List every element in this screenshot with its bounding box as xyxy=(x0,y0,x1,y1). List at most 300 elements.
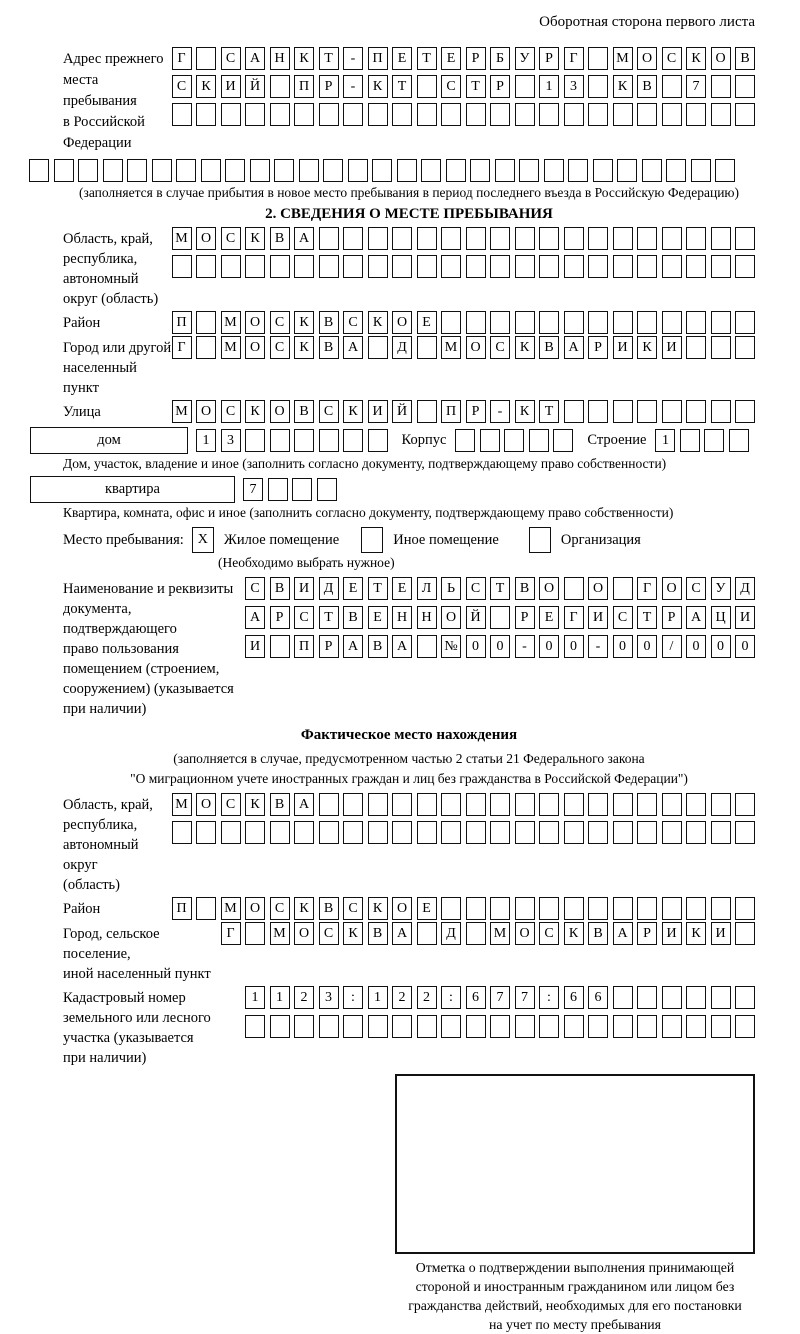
char-box[interactable]: Р xyxy=(319,635,339,658)
char-box[interactable]: И xyxy=(735,606,755,629)
char-box[interactable]: А xyxy=(294,793,314,816)
char-box[interactable] xyxy=(495,159,515,182)
char-box[interactable] xyxy=(613,986,633,1009)
char-box[interactable] xyxy=(637,793,657,816)
char-box[interactable]: О xyxy=(466,336,486,359)
char-box[interactable] xyxy=(54,159,74,182)
char-box[interactable] xyxy=(221,103,241,126)
char-box[interactable]: К xyxy=(368,897,388,920)
char-box[interactable]: К xyxy=(245,793,265,816)
char-box[interactable]: К xyxy=(343,400,363,423)
char-box[interactable] xyxy=(172,255,192,278)
char-box[interactable] xyxy=(196,47,216,70)
char-box[interactable]: П xyxy=(172,311,192,334)
char-box[interactable] xyxy=(490,227,510,250)
char-box[interactable] xyxy=(686,986,706,1009)
char-box[interactable]: М xyxy=(613,47,633,70)
char-box[interactable]: А xyxy=(343,336,363,359)
char-box[interactable] xyxy=(172,103,192,126)
char-box[interactable]: 6 xyxy=(588,986,608,1009)
char-box[interactable] xyxy=(323,159,343,182)
char-box[interactable] xyxy=(711,75,731,98)
char-box[interactable] xyxy=(368,1015,388,1038)
char-box[interactable]: 0 xyxy=(637,635,657,658)
char-box[interactable] xyxy=(441,255,461,278)
char-box[interactable] xyxy=(417,1015,437,1038)
char-box[interactable]: О xyxy=(711,47,731,70)
char-box[interactable] xyxy=(544,159,564,182)
char-box[interactable]: Е xyxy=(343,577,363,600)
char-box[interactable] xyxy=(711,1015,731,1038)
char-box[interactable] xyxy=(466,1015,486,1038)
char-box[interactable]: С xyxy=(613,606,633,629)
char-box[interactable] xyxy=(317,478,337,501)
char-box[interactable]: Р xyxy=(270,606,290,629)
char-box[interactable]: 1 xyxy=(539,75,559,98)
char-box[interactable] xyxy=(421,159,441,182)
char-box[interactable] xyxy=(441,793,461,816)
char-box[interactable] xyxy=(735,336,755,359)
char-box[interactable]: Т xyxy=(368,577,388,600)
char-box[interactable] xyxy=(466,103,486,126)
char-box[interactable] xyxy=(735,311,755,334)
char-box[interactable]: С xyxy=(343,311,363,334)
char-box[interactable]: В xyxy=(270,793,290,816)
char-box[interactable] xyxy=(504,429,524,452)
char-box[interactable]: К xyxy=(196,75,216,98)
char-box[interactable]: Н xyxy=(270,47,290,70)
char-box[interactable] xyxy=(711,255,731,278)
char-box[interactable] xyxy=(343,429,363,452)
char-box[interactable]: И xyxy=(711,922,731,945)
char-box[interactable]: О xyxy=(245,336,265,359)
char-box[interactable] xyxy=(294,429,314,452)
char-box[interactable]: В xyxy=(539,336,559,359)
char-box[interactable] xyxy=(662,103,682,126)
char-box[interactable] xyxy=(196,897,216,920)
char-box[interactable] xyxy=(392,227,412,250)
char-box[interactable] xyxy=(515,227,535,250)
char-box[interactable]: 0 xyxy=(711,635,731,658)
char-box[interactable]: 7 xyxy=(515,986,535,1009)
char-box[interactable] xyxy=(613,255,633,278)
char-box[interactable]: Т xyxy=(319,606,339,629)
char-box[interactable]: Л xyxy=(417,577,437,600)
char-box[interactable]: В xyxy=(368,635,388,658)
char-box[interactable]: 1 xyxy=(655,429,675,452)
char-box[interactable] xyxy=(588,75,608,98)
char-box[interactable] xyxy=(196,311,216,334)
char-box[interactable] xyxy=(201,159,221,182)
char-box[interactable]: Е xyxy=(417,311,437,334)
char-box[interactable] xyxy=(368,429,388,452)
char-box[interactable] xyxy=(515,255,535,278)
char-box[interactable]: В xyxy=(637,75,657,98)
char-box[interactable] xyxy=(711,336,731,359)
char-box[interactable] xyxy=(539,103,559,126)
char-box[interactable] xyxy=(735,821,755,844)
char-box[interactable] xyxy=(270,255,290,278)
char-box[interactable]: Т xyxy=(319,47,339,70)
char-box[interactable] xyxy=(270,821,290,844)
char-box[interactable]: П xyxy=(172,897,192,920)
char-box[interactable] xyxy=(245,1015,265,1038)
char-box[interactable] xyxy=(417,227,437,250)
char-box[interactable] xyxy=(417,255,437,278)
char-box[interactable] xyxy=(319,821,339,844)
char-box[interactable]: К xyxy=(686,47,706,70)
char-box[interactable] xyxy=(588,400,608,423)
char-box[interactable] xyxy=(711,227,731,250)
char-box[interactable] xyxy=(172,821,192,844)
char-box[interactable]: Г xyxy=(172,336,192,359)
char-box[interactable] xyxy=(319,429,339,452)
char-box[interactable]: М xyxy=(441,336,461,359)
char-box[interactable]: : xyxy=(539,986,559,1009)
char-box[interactable] xyxy=(588,227,608,250)
char-box[interactable]: М xyxy=(221,897,241,920)
char-box[interactable]: А xyxy=(343,635,363,658)
char-box[interactable]: М xyxy=(221,311,241,334)
char-box[interactable] xyxy=(539,255,559,278)
char-box[interactable] xyxy=(637,311,657,334)
char-box[interactable]: Е xyxy=(368,606,388,629)
char-box[interactable]: Ц xyxy=(711,606,731,629)
char-box[interactable]: К xyxy=(686,922,706,945)
char-box[interactable] xyxy=(368,821,388,844)
char-box[interactable]: М xyxy=(221,336,241,359)
char-box[interactable] xyxy=(441,897,461,920)
char-box[interactable] xyxy=(613,1015,633,1038)
char-box[interactable]: С xyxy=(270,311,290,334)
char-box[interactable]: В xyxy=(368,922,388,945)
char-box[interactable] xyxy=(539,793,559,816)
char-box[interactable]: В xyxy=(319,336,339,359)
char-box[interactable] xyxy=(662,255,682,278)
char-box[interactable]: 3 xyxy=(221,429,241,452)
char-box[interactable] xyxy=(294,255,314,278)
char-box[interactable]: - xyxy=(515,635,535,658)
char-box[interactable]: - xyxy=(343,47,363,70)
char-box[interactable] xyxy=(221,821,241,844)
char-box[interactable]: М xyxy=(270,922,290,945)
char-box[interactable]: И xyxy=(245,635,265,658)
char-box[interactable] xyxy=(662,75,682,98)
char-box[interactable]: П xyxy=(441,400,461,423)
char-box[interactable]: П xyxy=(294,635,314,658)
char-box[interactable]: А xyxy=(613,922,633,945)
char-box[interactable]: К xyxy=(245,227,265,250)
char-box[interactable]: Й xyxy=(466,606,486,629)
char-box[interactable]: У xyxy=(515,47,535,70)
char-box[interactable] xyxy=(319,1015,339,1038)
char-box[interactable] xyxy=(637,400,657,423)
char-box[interactable] xyxy=(686,793,706,816)
char-box[interactable]: № xyxy=(441,635,461,658)
char-box[interactable]: О xyxy=(392,311,412,334)
char-box[interactable] xyxy=(490,606,510,629)
char-box[interactable]: И xyxy=(662,336,682,359)
char-box[interactable]: Г xyxy=(172,47,192,70)
char-box[interactable]: О xyxy=(245,897,265,920)
char-box[interactable] xyxy=(666,159,686,182)
char-box[interactable] xyxy=(294,821,314,844)
char-box[interactable] xyxy=(441,821,461,844)
char-box[interactable] xyxy=(613,821,633,844)
char-box[interactable] xyxy=(564,577,584,600)
char-box[interactable] xyxy=(539,1015,559,1038)
char-box[interactable] xyxy=(564,793,584,816)
char-box[interactable] xyxy=(735,255,755,278)
char-box[interactable] xyxy=(515,1015,535,1038)
char-box[interactable]: 1 xyxy=(245,986,265,1009)
char-box[interactable] xyxy=(588,47,608,70)
char-box[interactable]: С xyxy=(490,336,510,359)
char-box[interactable] xyxy=(294,1015,314,1038)
char-box[interactable]: В xyxy=(343,606,363,629)
char-box[interactable] xyxy=(711,793,731,816)
char-box[interactable]: 7 xyxy=(686,75,706,98)
char-box[interactable] xyxy=(268,478,288,501)
char-box[interactable] xyxy=(392,255,412,278)
char-box[interactable] xyxy=(735,897,755,920)
char-box[interactable]: В xyxy=(270,577,290,600)
char-box[interactable] xyxy=(368,793,388,816)
char-box[interactable]: О xyxy=(662,577,682,600)
char-box[interactable] xyxy=(711,986,731,1009)
char-box[interactable]: В xyxy=(319,897,339,920)
char-box[interactable] xyxy=(441,1015,461,1038)
char-box[interactable]: В xyxy=(319,311,339,334)
char-box[interactable] xyxy=(637,1015,657,1038)
char-box[interactable] xyxy=(196,103,216,126)
char-box[interactable]: / xyxy=(662,635,682,658)
char-box[interactable]: М xyxy=(172,227,192,250)
char-box[interactable]: В xyxy=(515,577,535,600)
char-box[interactable] xyxy=(245,103,265,126)
char-box[interactable]: 0 xyxy=(564,635,584,658)
char-box[interactable]: К xyxy=(368,311,388,334)
char-box[interactable] xyxy=(441,311,461,334)
char-box[interactable] xyxy=(539,227,559,250)
char-box[interactable]: С xyxy=(294,606,314,629)
char-box[interactable] xyxy=(480,429,500,452)
char-box[interactable]: 0 xyxy=(613,635,633,658)
char-box[interactable]: О xyxy=(392,897,412,920)
char-box[interactable] xyxy=(564,103,584,126)
char-box[interactable] xyxy=(299,159,319,182)
char-box[interactable]: А xyxy=(564,336,584,359)
char-box[interactable]: С xyxy=(319,400,339,423)
char-box[interactable] xyxy=(735,227,755,250)
char-box[interactable] xyxy=(490,793,510,816)
char-box[interactable] xyxy=(686,227,706,250)
char-box[interactable] xyxy=(588,311,608,334)
char-box[interactable]: У xyxy=(711,577,731,600)
char-box[interactable] xyxy=(368,103,388,126)
char-box[interactable]: О xyxy=(196,400,216,423)
char-box[interactable] xyxy=(642,159,662,182)
char-box[interactable]: О xyxy=(441,606,461,629)
char-box[interactable]: К xyxy=(637,336,657,359)
char-box[interactable]: Д xyxy=(392,336,412,359)
char-box[interactable]: Т xyxy=(392,75,412,98)
char-box[interactable] xyxy=(417,922,437,945)
char-box[interactable]: 0 xyxy=(735,635,755,658)
char-box[interactable] xyxy=(662,793,682,816)
char-box[interactable]: 1 xyxy=(196,429,216,452)
char-box[interactable] xyxy=(368,255,388,278)
char-box[interactable]: Е xyxy=(441,47,461,70)
char-box[interactable] xyxy=(588,1015,608,1038)
char-box[interactable] xyxy=(515,821,535,844)
char-box[interactable]: С xyxy=(539,922,559,945)
char-box[interactable] xyxy=(711,103,731,126)
char-box[interactable] xyxy=(446,159,466,182)
char-box[interactable] xyxy=(392,793,412,816)
char-box[interactable]: Р xyxy=(466,400,486,423)
char-box[interactable] xyxy=(515,897,535,920)
char-box[interactable]: Б xyxy=(490,47,510,70)
char-box[interactable]: Р xyxy=(515,606,535,629)
char-box[interactable]: С xyxy=(221,47,241,70)
char-box[interactable]: 3 xyxy=(564,75,584,98)
char-box[interactable]: М xyxy=(172,400,192,423)
char-box[interactable] xyxy=(441,103,461,126)
char-box[interactable] xyxy=(343,793,363,816)
char-box[interactable]: О xyxy=(539,577,559,600)
char-box[interactable] xyxy=(637,986,657,1009)
char-box[interactable]: Г xyxy=(637,577,657,600)
char-box[interactable]: Д xyxy=(441,922,461,945)
char-box[interactable]: - xyxy=(490,400,510,423)
char-box[interactable]: И xyxy=(613,336,633,359)
char-box[interactable] xyxy=(343,1015,363,1038)
char-box[interactable] xyxy=(637,821,657,844)
char-box[interactable]: Е xyxy=(392,47,412,70)
char-box[interactable]: О xyxy=(196,793,216,816)
char-box[interactable]: Д xyxy=(735,577,755,600)
char-box[interactable] xyxy=(417,400,437,423)
char-box[interactable] xyxy=(292,478,312,501)
char-box[interactable]: 7 xyxy=(490,986,510,1009)
char-box[interactable]: О xyxy=(270,400,290,423)
char-box[interactable]: Й xyxy=(245,75,265,98)
char-box[interactable]: С xyxy=(221,400,241,423)
char-box[interactable]: 0 xyxy=(539,635,559,658)
char-box[interactable]: О xyxy=(196,227,216,250)
char-box[interactable] xyxy=(225,159,245,182)
char-box[interactable] xyxy=(343,255,363,278)
char-box[interactable]: : xyxy=(441,986,461,1009)
residence-option-organization-checkbox[interactable] xyxy=(529,527,551,553)
char-box[interactable]: Р xyxy=(319,75,339,98)
char-box[interactable] xyxy=(519,159,539,182)
char-box[interactable] xyxy=(735,1015,755,1038)
char-box[interactable] xyxy=(417,75,437,98)
char-box[interactable]: Р xyxy=(490,75,510,98)
char-box[interactable]: Р xyxy=(662,606,682,629)
char-box[interactable] xyxy=(686,103,706,126)
char-box[interactable]: М xyxy=(172,793,192,816)
char-box[interactable]: С xyxy=(686,577,706,600)
char-box[interactable] xyxy=(680,429,700,452)
char-box[interactable] xyxy=(613,897,633,920)
char-box[interactable] xyxy=(729,429,749,452)
char-box[interactable] xyxy=(735,922,755,945)
char-box[interactable] xyxy=(368,227,388,250)
char-box[interactable]: 2 xyxy=(417,986,437,1009)
char-box[interactable] xyxy=(515,103,535,126)
char-box[interactable]: К xyxy=(515,400,535,423)
char-box[interactable] xyxy=(466,255,486,278)
char-box[interactable] xyxy=(490,821,510,844)
char-box[interactable]: Е xyxy=(539,606,559,629)
char-box[interactable]: О xyxy=(588,577,608,600)
char-box[interactable] xyxy=(539,311,559,334)
char-box[interactable]: И xyxy=(588,606,608,629)
char-box[interactable]: В xyxy=(294,400,314,423)
char-box[interactable]: А xyxy=(686,606,706,629)
char-box[interactable] xyxy=(455,429,475,452)
char-box[interactable] xyxy=(637,255,657,278)
char-box[interactable] xyxy=(637,897,657,920)
char-box[interactable]: П xyxy=(368,47,388,70)
char-box[interactable] xyxy=(319,255,339,278)
char-box[interactable] xyxy=(686,336,706,359)
char-box[interactable] xyxy=(274,159,294,182)
char-box[interactable] xyxy=(392,103,412,126)
char-box[interactable]: О xyxy=(245,311,265,334)
char-box[interactable] xyxy=(245,821,265,844)
char-box[interactable]: П xyxy=(294,75,314,98)
char-box[interactable]: Г xyxy=(221,922,241,945)
char-box[interactable]: Р xyxy=(539,47,559,70)
char-box[interactable] xyxy=(490,103,510,126)
char-box[interactable] xyxy=(564,311,584,334)
char-box[interactable]: Т xyxy=(490,577,510,600)
char-box[interactable] xyxy=(662,311,682,334)
char-box[interactable] xyxy=(466,793,486,816)
char-box[interactable] xyxy=(637,227,657,250)
char-box[interactable] xyxy=(662,897,682,920)
char-box[interactable] xyxy=(368,336,388,359)
char-box[interactable] xyxy=(78,159,98,182)
residence-option-other-checkbox[interactable] xyxy=(361,527,383,553)
char-box[interactable] xyxy=(686,821,706,844)
char-box[interactable] xyxy=(392,821,412,844)
char-box[interactable] xyxy=(466,311,486,334)
char-box[interactable]: Т xyxy=(637,606,657,629)
char-box[interactable]: И xyxy=(294,577,314,600)
char-box[interactable]: И xyxy=(662,922,682,945)
char-box[interactable] xyxy=(196,821,216,844)
char-box[interactable] xyxy=(245,429,265,452)
char-box[interactable] xyxy=(417,103,437,126)
char-box[interactable] xyxy=(617,159,637,182)
char-box[interactable]: К xyxy=(613,75,633,98)
char-box[interactable]: Е xyxy=(417,897,437,920)
char-box[interactable] xyxy=(152,159,172,182)
char-box[interactable]: - xyxy=(343,75,363,98)
char-box[interactable]: Ь xyxy=(441,577,461,600)
char-box[interactable] xyxy=(686,1015,706,1038)
char-box[interactable]: Р xyxy=(588,336,608,359)
char-box[interactable] xyxy=(564,1015,584,1038)
char-box[interactable]: С xyxy=(441,75,461,98)
char-box[interactable] xyxy=(711,897,731,920)
char-box[interactable] xyxy=(392,1015,412,1038)
